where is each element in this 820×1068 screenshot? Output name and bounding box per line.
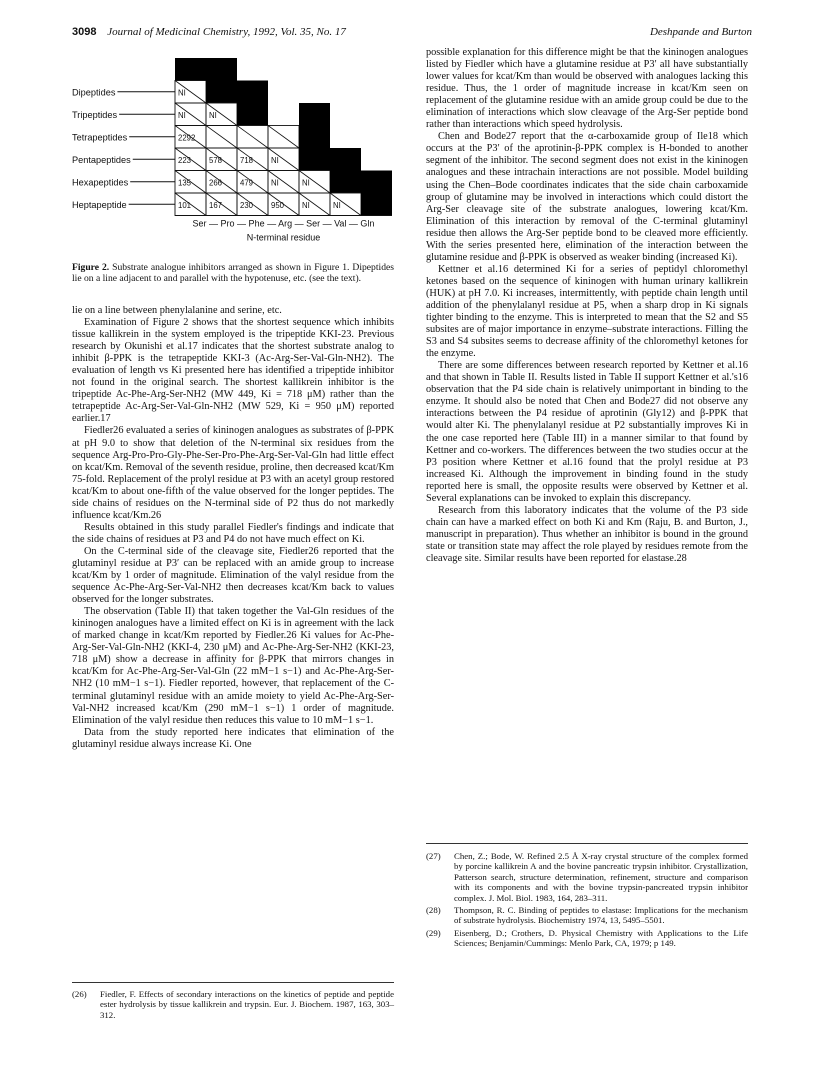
left-column xyxy=(72,305,394,751)
footnote xyxy=(72,989,394,1020)
cell-value: 2292 xyxy=(178,133,196,143)
right-column xyxy=(426,47,748,565)
figure-caption-label: Figure 2. xyxy=(72,262,110,273)
paragraph: Research from this laboratory indicates that the volume of the P3 side chain can have a marked effect on both Ki and Km (Raju, B. and Burton, J., manuscript in preparation). Thus whether an inhibitor is bound in the ground state or transition state may affect the role played by residues remote from the cleavage site. Similar results have been reported for elastase.28 xyxy=(426,504,748,564)
paragraph: On the C-terminal side of the cleavage site, Fiedler26 reported that the glutaminyl residue at P3′ can be replaced with an amide group to increase kcat/Km by 1 order of magnitude. Elimination of the valyl residue from the sequence Ac-Phe-Arg-Ser-Val-NH2 then decreases kcat/Km back to values observed for the longer substrates. xyxy=(72,545,394,606)
cell-value: 578 xyxy=(209,155,223,165)
footnote-number: (29) xyxy=(426,928,441,938)
cell-value: 718 xyxy=(240,155,254,165)
footnote xyxy=(426,905,748,926)
footnote xyxy=(426,851,748,903)
figure-2-grid xyxy=(72,44,394,264)
cell-value: 223 xyxy=(178,155,192,165)
hypotenuse-block xyxy=(175,58,206,81)
row-label: Heptapeptide xyxy=(72,199,127,210)
cell-value: 479 xyxy=(240,178,254,188)
footnote xyxy=(426,928,748,949)
paragraph: There are some differences between research reported by Kettner et al.16 and that shown in Table II. Results listed in Table II support Kettner et al.'s16 observation that the P4 side chain is relatively unimportant in binding to the enzyme. It should also be noted that Chen and Bode27 did not observe any interactions between the P4 residue of aprotinin (Gly12) and β-PPK that would alter Ki. The phenylalanyl residue at P2 substantially improves Ki in the one case reported here (Table III) in a manner similar to that found by Kettner and co-workers. The differences between the two studies occur at the P3 position where Kettner et al.16 found that the prolyl residue at P3 increased Ki. Although the improvement in binding found in the study reported here is small, the opposite results were observed by Kettner et al. Several explanations can be invoked to explain this discrepancy. xyxy=(426,360,748,504)
cell-value: NI xyxy=(333,200,341,210)
hypotenuse-block xyxy=(206,58,237,103)
cell-value: 135 xyxy=(178,178,192,188)
hypotenuse-block xyxy=(299,126,330,171)
footnote-number: (26) xyxy=(72,989,87,999)
row-label: Hexapeptides xyxy=(72,177,129,188)
footnote-rule-right xyxy=(426,843,748,844)
cell-value: NI xyxy=(209,110,217,120)
footnote-text: Eisenberg, D.; Crothers, D. Physical Chemistry with Applications to the Life Sciences; Benjamin/Cummings: Menlo Park, CA, 1979; p 149. xyxy=(454,928,748,949)
hypotenuse-block xyxy=(237,81,268,126)
paragraph: Chen and Bode27 report that the α-carboxamide group of Ile18 which occurs at the P3′ of the aprotinin-β-PPK complex is H-bonded to another segment of the inhibitor. The second segment does not exist in the kininogen analogues and these intrachain interactions are not possible. Model building using the Chen–Bode coordinates indicates that the side chain carboxamide group of glutamine may be involved in interactions which could distort the Arg-Ser cleavage site of the substrate analogues, lowering kcat/Km. Elimination of this interaction by removal of the C-terminal glutaminyl residue then allows the Arg-Ser peptide bond to be cleaved more efficiently. With the series presented here, elimination of the interaction between the glutamine residue and β-PPK is observed as weaker binding (increased Ki). xyxy=(426,131,748,263)
hypotenuse-block xyxy=(330,148,361,193)
running-head: Deshpande and Burton xyxy=(649,26,752,38)
footnote-number: (27) xyxy=(426,851,441,861)
cell-value: NI xyxy=(271,178,279,188)
footnote-number: (28) xyxy=(426,905,441,915)
cell-value: 101 xyxy=(178,200,192,210)
cell-value: NI xyxy=(178,88,186,98)
cell-value: NI xyxy=(302,178,310,188)
footnote-text: Thompson, R. C. Binding of peptides to elastase: Implications for the mechanism of substrate hydrolysis. Biochemistry 1974, 13, 5495–5501. xyxy=(454,905,748,926)
hypotenuse-block xyxy=(361,171,392,216)
figure-caption-text: Substrate analogue inhibitors arranged as shown in Figure 1. Dipeptides lie on a line adjacent to and parallel with the hypotenuse, etc. (see the text). xyxy=(72,262,394,285)
cell-value: 167 xyxy=(209,200,223,210)
page-number: 3098 xyxy=(72,26,97,38)
row-label: Tripeptides xyxy=(72,109,118,120)
page-header xyxy=(72,26,752,38)
row-label: Pentapeptides xyxy=(72,154,131,165)
cell-value: 266 xyxy=(209,178,223,188)
footnote-text: Chen, Z.; Bode, W. Refined 2.5 Å X-ray crystal structure of the complex formed by porcine kallikrein A and the bovine pancreatic trypsin inhibitor. Crystallization, Patterson search, structure determination, refinement, structure and comparison with its components and with the bovine trypsin-pancreated trypsin inhibitor complex. J. Mol. Biol. 1983, 164, 283–311. xyxy=(454,851,748,903)
row-label: Tetrapeptides xyxy=(72,132,128,143)
cell-value: NI xyxy=(302,200,310,210)
paragraph: Examination of Figure 2 shows that the shortest sequence which inhibits tissue kallikrein in the system employed is the tripeptide KKI-23. Previous research by Okunishi et al.17 indicates that the shortest substrate analog to inhibit β-PPK is the tetrapeptide KKI-3 (Ac-Arg-Ser-Val-Gln-NH2). The evaluation of length vs Ki presented here has identified a tripeptide inhibitor not found in the original search. The shortest kallikrein inhibitor is the tripeptide Ac-Phe-Arg-Ser-NH2 (MW 449, Ki = 718 μM) rather than the tetrapeptide Ac-Arg-Ser-Val-Gln-NH2 (MW 529, Ki = 950 μM) reported earlier.17 xyxy=(72,317,394,425)
x-axis-title: N-terminal residue xyxy=(246,232,321,243)
cell-value: 230 xyxy=(240,200,254,210)
paragraph: Kettner et al.16 determined Ki for a series of peptidyl chloromethyl ketones based on the sequence of kininogen with human urinary kallikrein (HUK) at pH 7.0. Ki increases, intermittently, with peptide chain length until addition of the phenylalanyl residue at P5, when a sharp drop in Ki signals tighter binding to the enzyme. This is interpreted to mean that the S2 and S5 subsites are of major importance in enzyme–substrate interactions. Filling the S3 and S4 subsites seems to decrease affinity of the chloromethyl ketones for the enzyme. xyxy=(426,263,748,360)
x-axis-residues: Ser — Pro — Phe — Arg — Ser — Val — Gln xyxy=(192,218,375,229)
footnote-text: Fiedler, F. Effects of secondary interactions on the kinetics of peptide and peptide ester hydrolysis by tissue kallikrein and trypsin. Eur. J. Biochem. 1987, 163, 303–312. xyxy=(100,989,394,1020)
paragraph: The observation (Table II) that taken together the Val-Gln residues of the kininogen analogues have a limited effect on Ki is in agreement with the lack of marked change in kcat/Km reported by Fiedler.26 Ki values for Ac-Phe-Arg-Ser-Val-Gln-NH2 (KKI-4, 230 μM) and Ac-Phe-Arg-Ser-NH2 (KKI-23, 718 μM) show a decrease in affinity for β-PPK that mirrors changes in kcat/Km for Ac-Phe-Arg-Ser-Val-Gln (22 mM−1 s−1) and Ac-Phe-Arg-Ser-NH2 (10 mM−1 s−1). Fiedler reported, however, that replacement of the C-terminal glutaminyl residue with an amide moiety to yield Ac-Phe-Arg-Ser-Val-NH2 increased kcat/Km (290 mM−1 s−1) 1 order of magnitude. Elimination of the valyl residue then reduces this value to 10 mM−1 s−1. xyxy=(72,606,394,726)
paragraph: lie on a line between phenylalanine and serine, etc. xyxy=(72,305,282,316)
footnote-rule-left xyxy=(72,982,394,983)
cell-value: 950 xyxy=(271,200,285,210)
figure-caption xyxy=(72,262,394,284)
cell-value: NI xyxy=(271,155,279,165)
row-label: Dipeptides xyxy=(72,87,116,98)
figure-2 xyxy=(72,44,394,264)
journal-title: Journal of Medicinal Chemistry, 1992, Vol. 35, No. 17 xyxy=(107,26,346,38)
cell-diagonal xyxy=(206,126,237,149)
cell-value: NI xyxy=(178,110,186,120)
paragraph: possible explanation for this difference might be that the kininogen analogues listed by Fiedler which have a glutamine residue at P3′ all have substantially lower values for kcat/Km than would be observed with analogues lacking this residue. Thus, the 1 order of magnitude increase in kcat/Km seen on replacement of the glutamine residue with an amide group could be due to the elimination of interactions which slow cleavage of the Arg-Ser peptide bond rather than interactions which speed hydrolysis. xyxy=(426,47,748,131)
paragraph: Results obtained in this study parallel Fiedler's findings and indicate that the side chains of residues at P3 and P4 do not have much effect on Ki. xyxy=(72,521,394,545)
paragraph: Fiedler26 evaluated a series of kininogen analogues as substrates of β-PPK at pH 9.0 to show that deletion of the N-terminal six residues from the sequence Arg-Pro-Pro-Gly-Phe-Ser-Pro-Phe-Arg-Ser-Val-Gln had little effect on kcat/Km. Removal of the seventh residue, proline, then decreased kcat/Km 75-fold. Replacement of the prolyl residue at P3 with an acetyl group restored kcat/Km to about one-fifth of the value observed for the longer peptides. The side chains of residues on the N-terminal side of P2 thus do not markedly influence kcat/Km.26 xyxy=(72,425,394,521)
cell-diagonal xyxy=(237,126,268,149)
cell-diagonal xyxy=(268,126,299,149)
paragraph: Data from the study reported here indicates that elimination of the glutaminyl residue always increase Ki. One xyxy=(72,726,394,750)
